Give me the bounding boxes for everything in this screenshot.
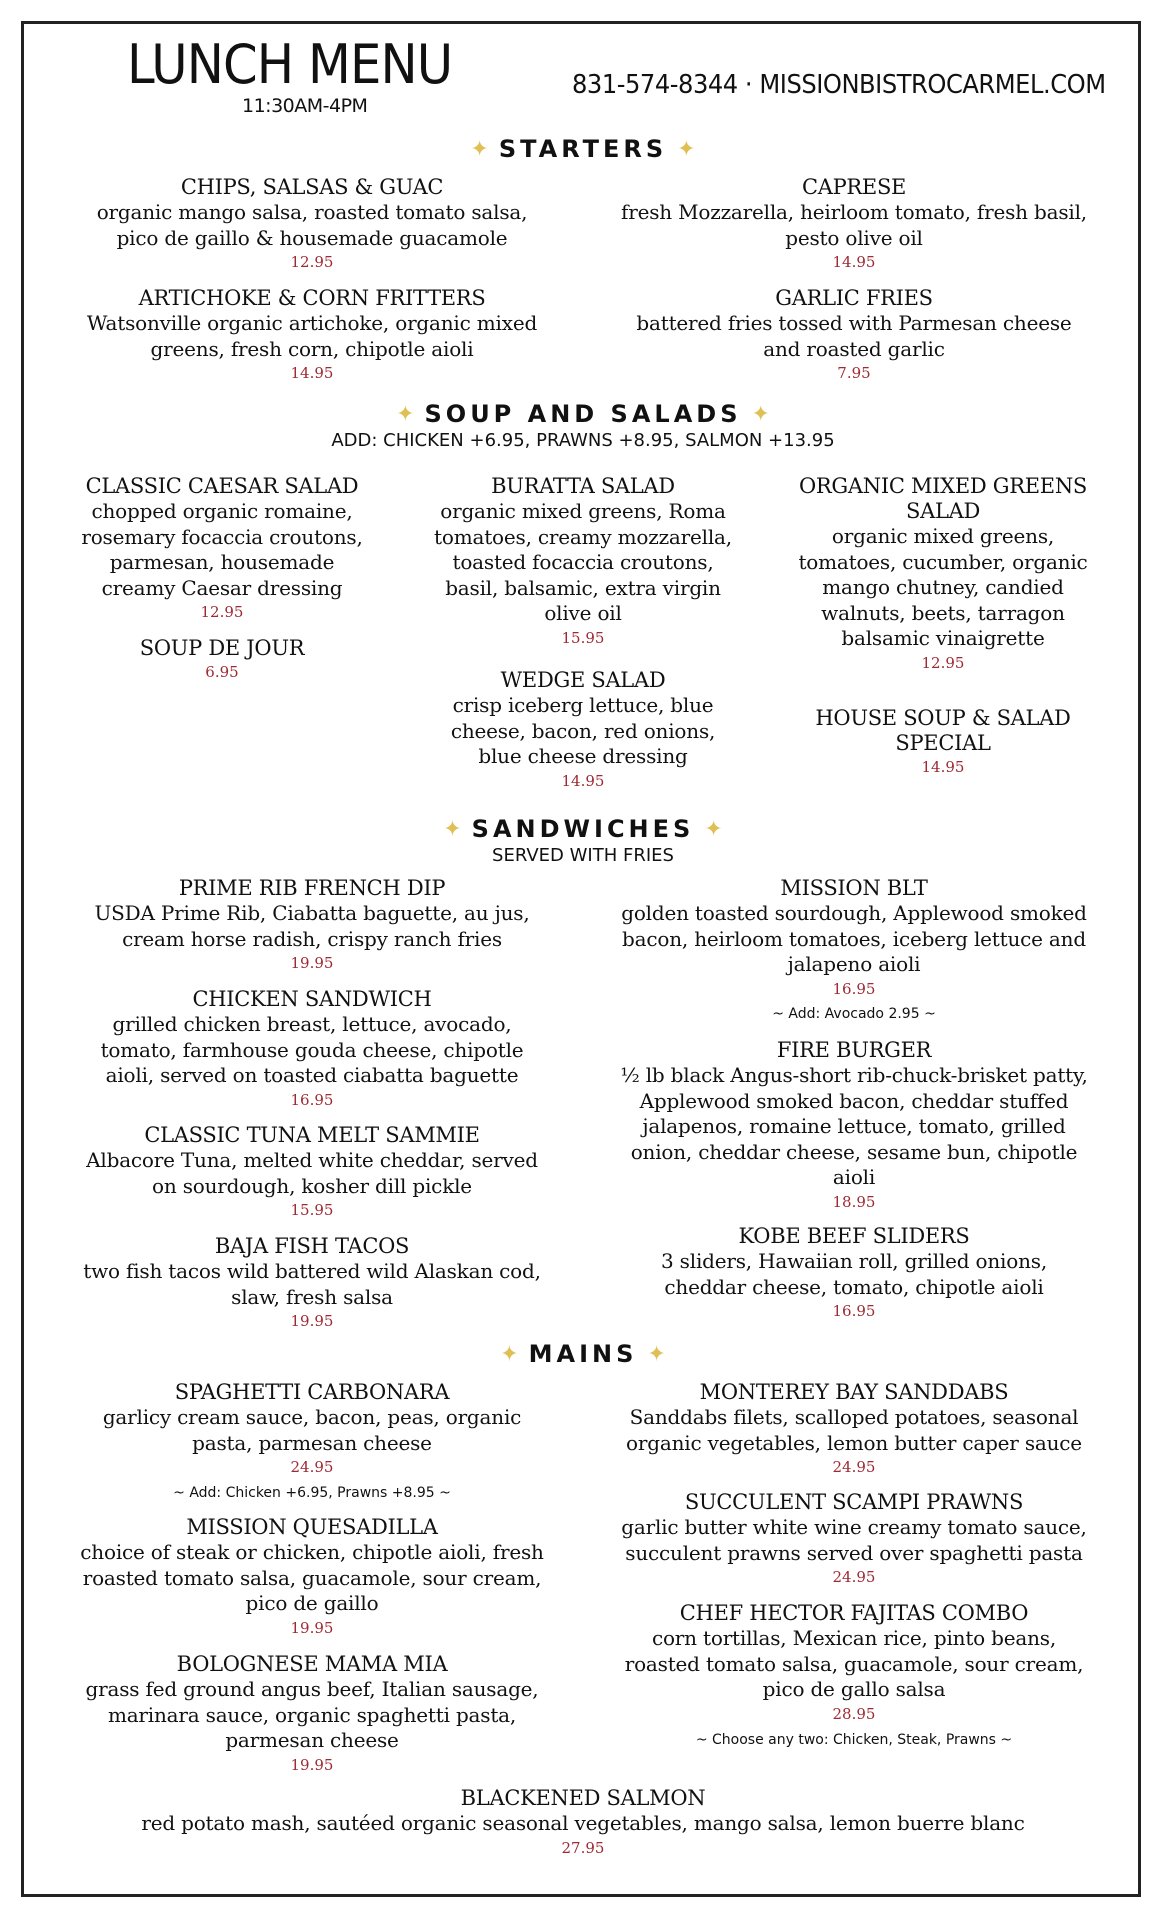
- menu-item: [76, 1123, 548, 1221]
- section-heading-mains: ✦ MAINS ✦: [500, 1340, 666, 1368]
- item-description: Watsonville organic artichoke, organic mixed greens, fresh corn, chipotle aioli: [86, 311, 538, 361]
- item-name: CAPRESE: [801, 175, 907, 199]
- item-price: 24.95: [832, 1458, 876, 1476]
- item-add-on-note: ~ Add: Chicken +6.95, Prawns +8.95 ~: [173, 1485, 451, 1501]
- item-price: 14.95: [290, 364, 334, 382]
- ornament-icon: ✦: [677, 137, 696, 162]
- item-name: PRIME RIB FRENCH DIP: [178, 876, 446, 900]
- item-name: FIRE BURGER: [776, 1038, 932, 1062]
- item-description: garlic butter white wine creamy tomato sauce, succulent prawns served over spaghetti pasta: [621, 1515, 1087, 1565]
- item-name: MISSION BLT: [780, 876, 928, 900]
- menu-item: [618, 1380, 1090, 1478]
- ornament-icon: ✦: [443, 817, 462, 842]
- item-price: 19.95: [290, 1312, 334, 1330]
- item-description: battered fries tossed with Parmesan cheese and roasted garlic: [636, 311, 1072, 361]
- item-name: KOBE BEEF SLIDERS: [738, 1224, 970, 1248]
- item-price: 14.95: [561, 771, 605, 790]
- item-name: ORGANIC MIXED GREENS SALAD: [799, 474, 1087, 523]
- item-description: grilled chicken breast, lettuce, avocado, tomato, farmhouse gouda cheese, chipotle aioli, served on toasted ciabatta baguette: [100, 1012, 524, 1087]
- item-price: 19.95: [290, 1618, 334, 1637]
- menu-item: [618, 876, 1090, 1000]
- menu-item: [76, 987, 548, 1111]
- menu-item: [618, 1490, 1090, 1588]
- section-heading-sandwiches: ✦ SANDWICHES ✦: [443, 815, 723, 843]
- item-name: MONTEREY BAY SANDDABS: [699, 1380, 1009, 1404]
- item-description: choice of steak or chicken, chipotle aioli, fresh roasted tomato salsa, guacamole, sour cream, pico de gaillo: [80, 1540, 544, 1615]
- item-name: BAJA FISH TACOS: [214, 1234, 410, 1258]
- item-description: organic mango salsa, roasted tomato salsa, pico de gaillo & housemade guacamole: [96, 200, 528, 250]
- item-price: 24.95: [832, 1568, 876, 1586]
- item-description: organic mixed greens, Roma tomatoes, creamy mozzarella, toasted focaccia croutons, basil, balsamic, extra virgin olive oil: [434, 499, 732, 625]
- item-name: CHIPS, SALSAS & GUAC: [180, 175, 444, 199]
- item-name: MISSION QUESADILLA: [186, 1515, 438, 1539]
- item-name: BOLOGNESE MAMA MIA: [176, 1652, 448, 1676]
- section-heading-soups: ✦ SOUP AND SALADS ✦: [396, 400, 770, 428]
- item-name: SUCCULENT SCAMPI PRAWNS: [684, 1490, 1024, 1514]
- item-add-on-note: ~ Add: Avocado 2.95 ~: [772, 1006, 936, 1022]
- menu-item: [76, 1380, 548, 1478]
- item-name: CHEF HECTOR FAJITAS COMBO: [679, 1601, 1029, 1625]
- item-price: 6.95: [205, 663, 239, 681]
- sandwich-subheading: SERVED WITH FRIES: [492, 845, 674, 866]
- item-description: USDA Prime Rib, Ciabatta baguette, au jus, cream horse radish, crispy ranch fries: [94, 901, 530, 951]
- item-description: grass fed ground angus beef, Italian sausage, marinara sauce, organic spaghetti pasta, parmesan cheese: [85, 1677, 539, 1752]
- item-price: 18.95: [832, 1192, 876, 1211]
- menu-item: [618, 286, 1090, 384]
- item-price: 12.95: [290, 253, 334, 271]
- item-name: GARLIC FRIES: [775, 286, 933, 310]
- ornament-icon: ✦: [751, 402, 770, 427]
- menu-item: [76, 876, 548, 974]
- item-name: SPAGHETTI CARBONARA: [174, 1380, 450, 1404]
- ornament-icon: ✦: [500, 1342, 519, 1367]
- item-price: 19.95: [290, 954, 334, 972]
- ornament-icon: ✦: [396, 402, 415, 427]
- item-description: organic mixed greens, tomatoes, cucumber, organic mango chutney, candied walnuts, beets, tarragon balsamic vinaigrette: [798, 524, 1088, 650]
- item-description: fresh Mozzarella, heirloom tomato, fresh basil, pesto olive oil: [621, 200, 1087, 250]
- ornament-icon: ✦: [470, 137, 489, 162]
- menu-item: [618, 1601, 1090, 1725]
- ornament-icon: ✦: [647, 1342, 666, 1367]
- item-name: CLASSIC CAESAR SALAD: [85, 474, 359, 498]
- item-description: garlicy cream sauce, bacon, peas, organic pasta, parmesan cheese: [102, 1405, 522, 1455]
- item-name: HOUSE SOUP & SALAD SPECIAL: [815, 706, 1071, 755]
- menu-item: [797, 706, 1089, 778]
- menu-item: [76, 175, 548, 273]
- item-description: golden toasted sourdough, Applewood smoked bacon, heirloom tomatoes, iceberg lettuce and jalapeno aioli: [621, 901, 1087, 976]
- menu-item: [76, 286, 548, 384]
- menu-item: [100, 1786, 1066, 1859]
- menu-title: LUNCH MENU: [127, 33, 453, 96]
- item-name: ARTICHOKE & CORN FRITTERS: [138, 286, 486, 310]
- menu-item: [76, 1234, 548, 1332]
- item-price: 12.95: [200, 603, 244, 621]
- item-price: 15.95: [290, 1201, 334, 1219]
- item-description: two fish tacos wild battered wild Alaskan cod, slaw, fresh salsa: [83, 1259, 541, 1309]
- item-name: BLACKENED SALMON: [460, 1786, 706, 1810]
- menu-item: [797, 474, 1089, 674]
- menu-item: [433, 668, 733, 792]
- menu-item: [618, 1224, 1090, 1322]
- item-price: 7.95: [837, 364, 871, 382]
- item-name: BURATTA SALAD: [491, 474, 675, 498]
- item-description: 3 sliders, Hawaiian roll, grilled onions, cheddar cheese, tomato, chipotle aioli: [661, 1249, 1047, 1299]
- menu-hours: 11:30AM-4PM: [242, 95, 368, 117]
- section-heading-starters: ✦ STARTERS ✦: [470, 135, 696, 163]
- item-description: ½ lb black Angus-short rib-chuck-brisket patty, Applewood smoked bacon, cheddar stuffed jalapenos, romaine lettuce, tomato, grilled onion, cheddar cheese, sesame bun, chipotle aioli: [620, 1063, 1088, 1189]
- item-description: red potato mash, sautéed organic seasonal vegetables, mango salsa, lemon buerre blanc: [141, 1811, 1025, 1835]
- menu-item: [76, 636, 368, 683]
- menu-item: [76, 474, 368, 623]
- item-description: Sanddabs filets, scalloped potatoes, seasonal organic vegetables, lemon butter caper sauce: [626, 1405, 1082, 1455]
- item-price: 14.95: [921, 758, 965, 776]
- item-price: 16.95: [832, 979, 876, 998]
- ornament-icon: ✦: [704, 817, 723, 842]
- item-name: CHICKEN SANDWICH: [192, 987, 432, 1011]
- item-name: WEDGE SALAD: [500, 668, 666, 692]
- item-price: 14.95: [832, 253, 876, 271]
- item-description: crisp iceberg lettuce, blue cheese, bacon, red onions, blue cheese dressing: [450, 693, 716, 768]
- item-price: 16.95: [290, 1090, 334, 1109]
- menu-item: [76, 1515, 548, 1639]
- item-price: 24.95: [290, 1458, 334, 1476]
- item-description: corn tortillas, Mexican rice, pinto beans, roasted tomato salsa, guacamole, sour cream, pico de gallo salsa: [624, 1626, 1084, 1701]
- contact-info: 831-574-8344 · MISSIONBISTROCARMEL.COM: [572, 70, 1106, 100]
- menu-item: [76, 1652, 548, 1776]
- item-price: 28.95: [832, 1704, 876, 1723]
- item-description: chopped organic romaine, rosemary focaccia croutons, parmesan, housemade creamy Caesar dressing: [81, 499, 363, 600]
- item-add-on-note: ~ Choose any two: Chicken, Steak, Prawns ~: [695, 1732, 1013, 1748]
- menu-item: [433, 474, 733, 649]
- item-name: SOUP DE JOUR: [139, 636, 305, 660]
- item-price: 27.95: [561, 1838, 605, 1857]
- item-name: CLASSIC TUNA MELT SAMMIE: [144, 1123, 480, 1147]
- item-description: Albacore Tuna, melted white cheddar, served on sourdough, kosher dill pickle: [86, 1148, 538, 1198]
- salad-add-ons: ADD: CHICKEN +6.95, PRAWNS +8.95, SALMON +13.95: [331, 430, 835, 451]
- item-price: 16.95: [832, 1302, 876, 1320]
- item-price: 12.95: [921, 653, 965, 672]
- menu-item: [618, 1038, 1090, 1213]
- item-price: 19.95: [290, 1755, 334, 1774]
- item-price: 15.95: [561, 628, 605, 647]
- menu-item: [618, 175, 1090, 273]
